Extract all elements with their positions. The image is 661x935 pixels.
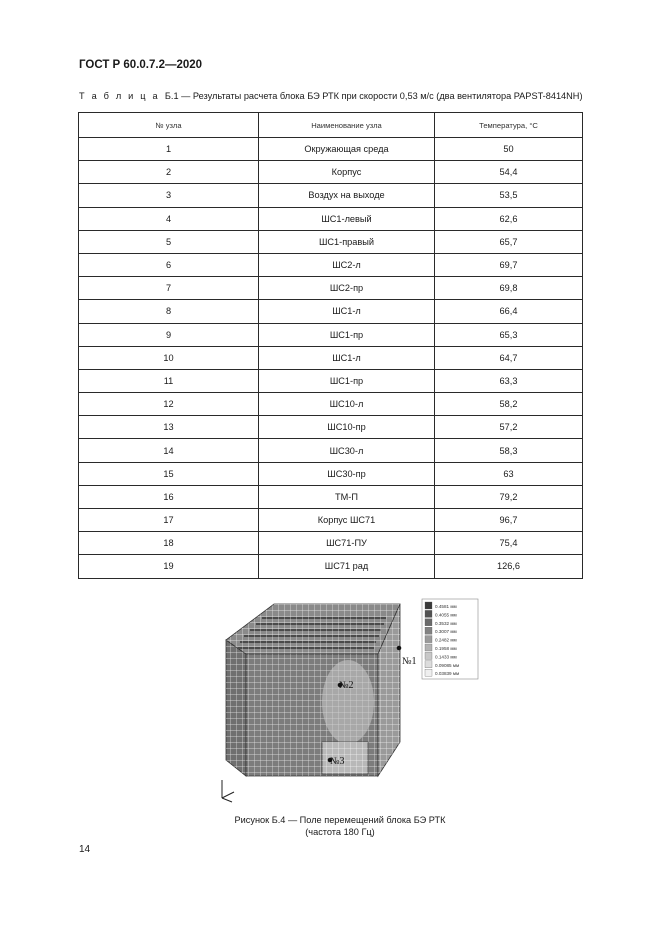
legend-value: 0.1433 мм bbox=[435, 654, 457, 660]
cell-temperature: 54,4 bbox=[435, 161, 583, 184]
figure-caption bbox=[160, 814, 520, 838]
cell-temperature: 50 bbox=[435, 138, 583, 161]
document-id: ГОСТ Р 60.0.7.2—2020 bbox=[79, 59, 203, 71]
cell-temperature: 58,2 bbox=[435, 393, 583, 416]
legend-swatch bbox=[425, 661, 432, 668]
header-node-name: Наименование узла bbox=[259, 113, 435, 138]
cell-temperature: 63 bbox=[435, 462, 583, 485]
table-caption bbox=[79, 91, 583, 101]
legend-value: 0.3532 мм bbox=[435, 620, 457, 626]
table-row bbox=[79, 346, 583, 369]
table-row bbox=[79, 369, 583, 392]
displacement-figure bbox=[218, 592, 488, 804]
table-body bbox=[79, 138, 583, 579]
cell-node-number: 10 bbox=[79, 346, 259, 369]
cell-node-name: ШС1-правый bbox=[259, 230, 435, 253]
cell-temperature: 75,4 bbox=[435, 532, 583, 555]
cell-node-number: 5 bbox=[79, 230, 259, 253]
box-left-face-mesh bbox=[226, 640, 246, 776]
legend-swatch bbox=[425, 619, 432, 626]
header-temperature: Температура, °C bbox=[435, 113, 583, 138]
cell-node-name: ШС1-пр bbox=[259, 369, 435, 392]
cell-temperature: 53,5 bbox=[435, 184, 583, 207]
cell-node-number: 18 bbox=[79, 532, 259, 555]
cell-node-name: Корпус bbox=[259, 161, 435, 184]
cell-temperature: 96,7 bbox=[435, 509, 583, 532]
cell-node-number: 1 bbox=[79, 138, 259, 161]
cell-node-name: ШС2-пр bbox=[259, 277, 435, 300]
header-node-number: № узла bbox=[79, 113, 259, 138]
legend-value: 0.2482 мм bbox=[435, 637, 457, 643]
cell-node-number: 4 bbox=[79, 207, 259, 230]
table-caption-prefix: Т а б л и ц а bbox=[79, 91, 160, 101]
cell-node-name: Окружающая среда bbox=[259, 138, 435, 161]
cell-temperature: 64,7 bbox=[435, 346, 583, 369]
node-marker-1 bbox=[397, 646, 402, 651]
figure-caption-line1: Рисунок Б.4 — Поле перемещений блока БЭ РТК bbox=[234, 815, 446, 825]
table-header-row bbox=[79, 113, 583, 138]
cell-node-name: Воздух на выходе bbox=[259, 184, 435, 207]
cell-node-name: ШС2-л bbox=[259, 253, 435, 276]
cell-temperature: 63,3 bbox=[435, 369, 583, 392]
table-row bbox=[79, 138, 583, 161]
table-row bbox=[79, 184, 583, 207]
figure-caption-line2: (частота 180 Гц) bbox=[305, 827, 375, 837]
cell-temperature: 65,3 bbox=[435, 323, 583, 346]
table-row bbox=[79, 300, 583, 323]
cell-temperature: 65,7 bbox=[435, 230, 583, 253]
cell-node-number: 2 bbox=[79, 161, 259, 184]
cell-node-name: ШС10-л bbox=[259, 393, 435, 416]
cell-temperature: 69,8 bbox=[435, 277, 583, 300]
node-label-1: №1 bbox=[402, 656, 417, 667]
axis-triad-icon bbox=[222, 780, 234, 802]
cell-temperature: 79,2 bbox=[435, 485, 583, 508]
cell-node-number: 12 bbox=[79, 393, 259, 416]
legend-swatch bbox=[425, 636, 432, 643]
cell-node-name: ШС30-л bbox=[259, 439, 435, 462]
cell-node-name: ШС1-пр bbox=[259, 323, 435, 346]
cell-node-name: ШС10-пр bbox=[259, 416, 435, 439]
cell-node-number: 7 bbox=[79, 277, 259, 300]
legend-swatch bbox=[425, 602, 432, 609]
box-top-mesh bbox=[226, 604, 400, 654]
table-row bbox=[79, 509, 583, 532]
cell-node-number: 13 bbox=[79, 416, 259, 439]
table-row bbox=[79, 393, 583, 416]
mesh-model bbox=[222, 604, 400, 802]
table-row bbox=[79, 485, 583, 508]
cell-temperature: 62,6 bbox=[435, 207, 583, 230]
legend-value: 0.1958 мм bbox=[435, 646, 457, 651]
results-table bbox=[78, 112, 583, 579]
cell-node-number: 9 bbox=[79, 323, 259, 346]
cell-node-number: 15 bbox=[79, 462, 259, 485]
table-row bbox=[79, 462, 583, 485]
cell-node-name: ШС71-ПУ bbox=[259, 532, 435, 555]
color-legend bbox=[422, 599, 478, 679]
table-row bbox=[79, 532, 583, 555]
legend-swatch bbox=[425, 669, 432, 676]
table-row bbox=[79, 207, 583, 230]
cell-node-number: 14 bbox=[79, 439, 259, 462]
legend-value: 0.03839 мм bbox=[435, 671, 460, 677]
cell-node-name: ШС30-пр bbox=[259, 462, 435, 485]
legend-value: 0.4055 мм bbox=[435, 612, 457, 618]
legend-swatch bbox=[425, 644, 432, 651]
cell-temperature: 57,2 bbox=[435, 416, 583, 439]
legend-value: 0.09085 мм bbox=[435, 662, 460, 668]
cell-node-number: 17 bbox=[79, 509, 259, 532]
table-row bbox=[79, 323, 583, 346]
cell-node-name: Корпус ШС71 bbox=[259, 509, 435, 532]
cell-node-name: ШС1-левый bbox=[259, 207, 435, 230]
legend-swatch bbox=[425, 610, 432, 617]
legend-value: 0.4581 мм bbox=[435, 604, 457, 609]
table-caption-number: Б.1 bbox=[164, 91, 179, 101]
table-row bbox=[79, 555, 583, 578]
cell-node-number: 19 bbox=[79, 555, 259, 578]
cell-temperature: 69,7 bbox=[435, 253, 583, 276]
cell-node-name: ШС1-л bbox=[259, 300, 435, 323]
legend-value: 0.3007 мм bbox=[435, 629, 457, 635]
table-row bbox=[79, 439, 583, 462]
table-row bbox=[79, 161, 583, 184]
node-label-2: №2 bbox=[339, 680, 354, 691]
table-row bbox=[79, 416, 583, 439]
page-number: 14 bbox=[79, 844, 91, 855]
table-caption-text: — Результаты расчета блока БЭ РТК при скорости 0,53 м/с (два вентилятора PAPST-8414NH) bbox=[181, 91, 583, 101]
cell-temperature: 66,4 bbox=[435, 300, 583, 323]
cell-node-name: ШС1-л bbox=[259, 346, 435, 369]
legend-swatch bbox=[425, 652, 432, 659]
cell-node-name: ШС71 рад bbox=[259, 555, 435, 578]
legend-swatch bbox=[425, 627, 432, 634]
cell-node-number: 6 bbox=[79, 253, 259, 276]
cell-node-number: 3 bbox=[79, 184, 259, 207]
cell-temperature: 126,6 bbox=[435, 555, 583, 578]
displacement-hotspot bbox=[322, 660, 374, 744]
table-row bbox=[79, 277, 583, 300]
cell-temperature: 58,3 bbox=[435, 439, 583, 462]
cell-node-name: ТМ-П bbox=[259, 485, 435, 508]
cell-node-number: 11 bbox=[79, 369, 259, 392]
table-row bbox=[79, 230, 583, 253]
cell-node-number: 16 bbox=[79, 485, 259, 508]
cell-node-number: 8 bbox=[79, 300, 259, 323]
node-label-3: №3 bbox=[330, 756, 345, 767]
table-row bbox=[79, 253, 583, 276]
